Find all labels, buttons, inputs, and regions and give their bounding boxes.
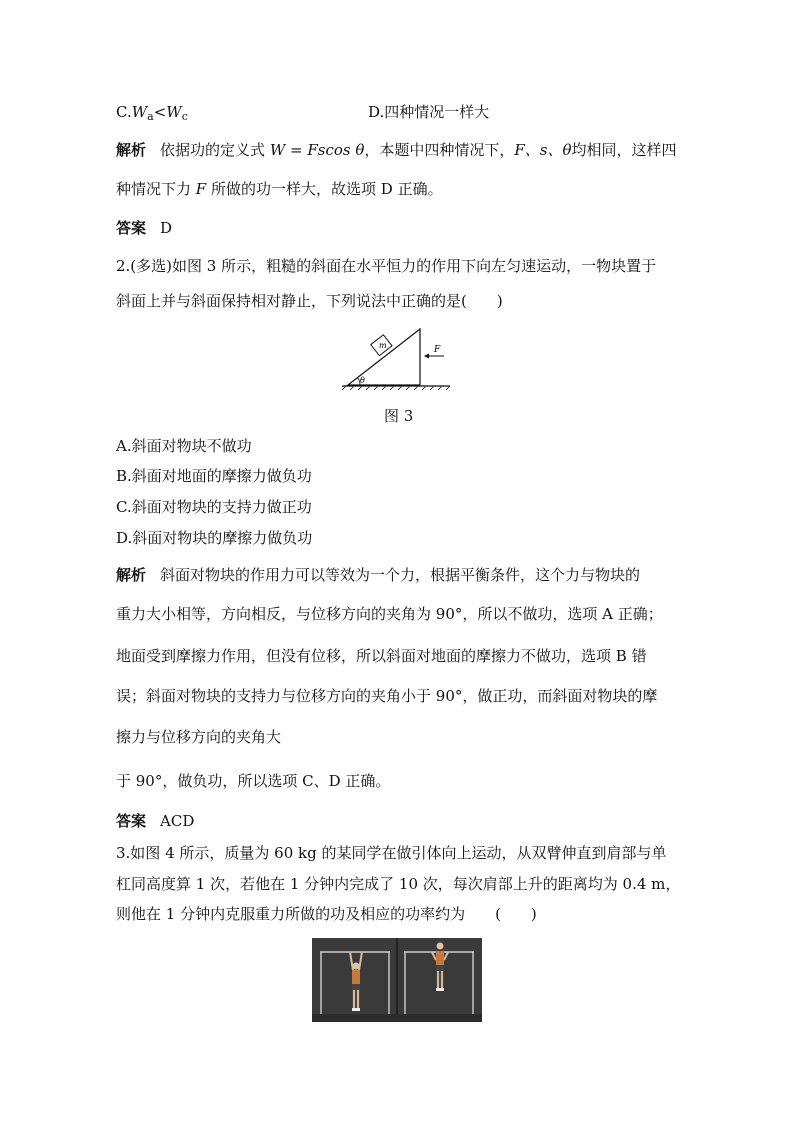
force-symbol: F: [195, 180, 207, 198]
variables: F、s、θ: [514, 141, 572, 159]
answer-value: ACD: [160, 812, 195, 830]
option-c-lt: <: [153, 103, 167, 121]
option-c-sub-c: c: [181, 110, 188, 123]
analysis-text: 斜面对物块的作用力可以等效为一个力，根据平衡条件，这个力与物块的: [160, 566, 641, 584]
pullup-photo: [312, 938, 482, 1022]
answer-label: 答案: [116, 812, 147, 830]
option-c-w2: W: [166, 103, 182, 121]
q2-analysis-line3: 地面受到摩擦力作用，但没有位移，所以斜面对地面的摩擦力不做功，选项 B 错: [116, 647, 647, 665]
q2-analysis-line6: 于 90°，做负功，所以选项 C、D 正确。: [116, 772, 391, 790]
answer-label: 答案: [116, 219, 147, 237]
analysis-text: 所做的功一样大，故选项: [211, 180, 377, 198]
q2-stem-line2: 斜面上并与斜面保持相对静止，下列说法中正确的是( ): [116, 292, 503, 310]
analysis-text: ，本题中四种情况下，: [364, 141, 515, 159]
figure-3-caption: 图 3: [384, 407, 414, 425]
photo-floor: [312, 1014, 482, 1022]
formula: W = Fscos θ: [269, 141, 365, 159]
analysis-label: 解析: [116, 141, 147, 159]
q2-answer: [116, 811, 194, 831]
q2-analysis-line5: 擦力与位移方向的夹角大: [116, 728, 282, 746]
answer-value: D: [160, 219, 173, 237]
q3-stem-line2: 杠同高度算 1 次，若他在 1 分钟内完成了 10 次，每次肩部上升的距离均为 0.4 m，: [116, 875, 681, 893]
q1-option-d: D.四种情况一样大: [368, 103, 490, 121]
angle-label: θ: [360, 376, 365, 385]
analysis-text: 种情况下力: [116, 180, 192, 198]
q2-analysis-line4: 误；斜面对物块的支持力与位移方向的夹角小于 90°，做正功，而斜面对物块的摩: [116, 687, 658, 705]
q2-analysis-line2: 重力大小相等，方向相反，与位移方向的夹角为 90°，所以不做功，选项 A 正确；: [116, 605, 663, 623]
q1-option-c: [116, 102, 188, 127]
ground-hatching: [342, 386, 450, 390]
q2-option-a: A.斜面对物块不做功: [116, 437, 252, 455]
option-c-sub-a: a: [147, 110, 154, 123]
analysis-text: 正确。: [397, 180, 443, 198]
analysis-text: 均相同，这样四: [571, 141, 677, 159]
q1-analysis-line1: [116, 140, 677, 160]
q3-stem-line1: 3.如图 4 所示，质量为 60 kg 的某同学在做引体向上运动，从双臂伸直到肩部与单: [116, 844, 667, 862]
incline-figure: [338, 326, 456, 390]
q2-option-d: D.斜面对物块的摩擦力做负功: [116, 529, 313, 547]
force-label: F: [434, 345, 441, 355]
option-c-w: W: [131, 103, 148, 121]
q1-answer: [116, 218, 172, 238]
q3-stem-line3: 则他在 1 分钟内克服重力所做的功及相应的功率约为 ( ): [116, 905, 537, 923]
mass-label: m: [379, 341, 387, 350]
q2-option-c: C.斜面对物块的支持力做正功: [116, 498, 312, 516]
q1-analysis-line2: [116, 179, 443, 199]
analysis-label: 解析: [116, 566, 147, 584]
photo-divider: [396, 938, 398, 1022]
option-ref: D: [380, 180, 393, 198]
q2-option-b: B.斜面对地面的摩擦力做负功: [116, 467, 312, 485]
force-arrowhead: [424, 354, 429, 359]
option-c-prefix: C.: [116, 103, 132, 121]
q2-stem-line1: 2.(多选)如图 3 所示，粗糙的斜面在水平恒力的作用下向左匀速运动，一物块置于: [116, 257, 657, 275]
q2-analysis-line1: [116, 565, 640, 585]
analysis-text: 依据功的定义式: [160, 141, 266, 159]
